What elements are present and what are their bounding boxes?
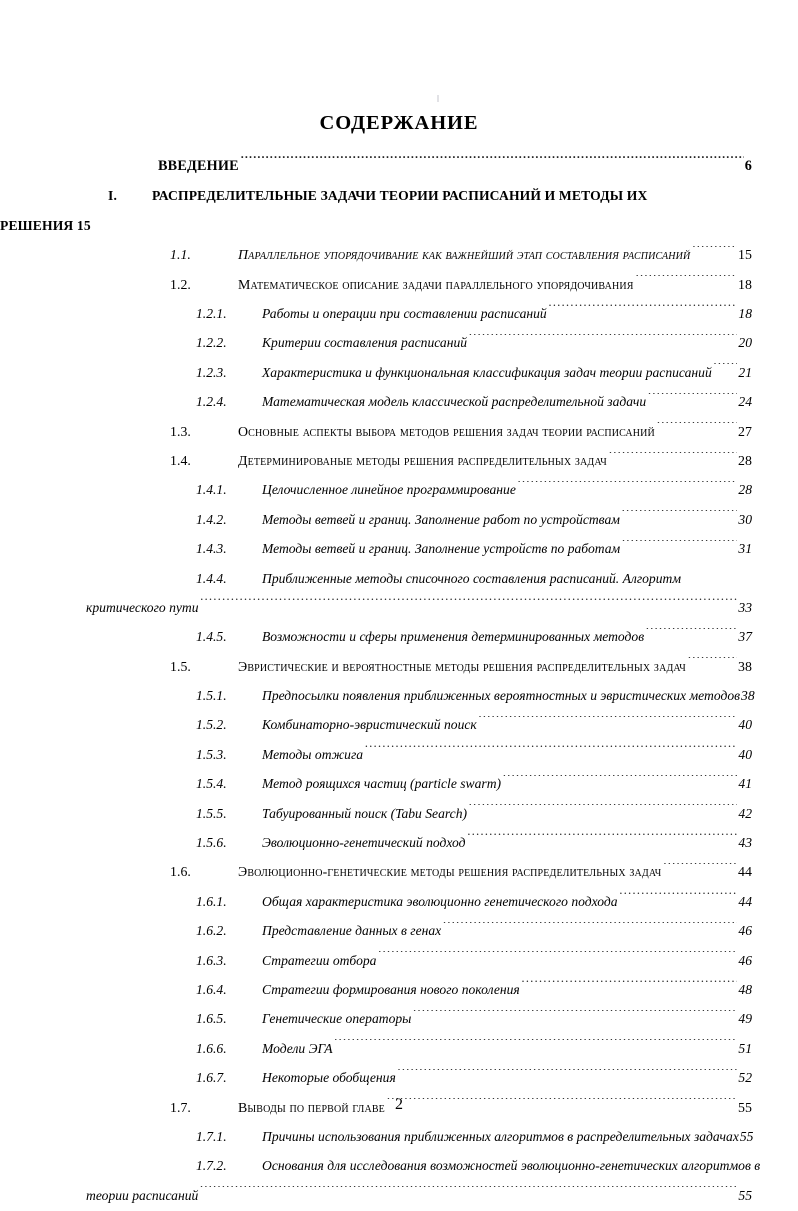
toc-entry-page: 30 bbox=[738, 511, 752, 527]
toc-entry-label: Приближенные методы списочного составления расписаний. Алгоритм bbox=[262, 570, 682, 586]
toc-entry-label: Общая характеристика эволюционно генетического подхода bbox=[262, 893, 618, 909]
toc-entry-number: 1.5.4. bbox=[196, 776, 227, 792]
toc-entry-page: 48 bbox=[738, 981, 752, 997]
toc-chapter-title-line2: РЕШЕНИЯ 15 bbox=[0, 217, 91, 233]
toc-entry-label: Генетические операторы bbox=[262, 1011, 412, 1027]
toc-entry-number: 1.4.4. bbox=[196, 570, 227, 586]
dot-leader bbox=[466, 833, 738, 847]
toc-entry-page: 38 bbox=[738, 659, 752, 675]
page-folio: 2 bbox=[395, 1096, 403, 1113]
toc-entry[interactable] bbox=[0, 916, 798, 945]
toc-entry[interactable] bbox=[0, 887, 798, 916]
toc-entry-page: 28 bbox=[738, 453, 752, 469]
toc-entry-page: 46 bbox=[738, 952, 752, 968]
toc-entry[interactable] bbox=[0, 564, 798, 593]
toc-entry-page: 55 bbox=[738, 1100, 752, 1116]
dot-leader bbox=[634, 275, 737, 288]
dot-leader bbox=[363, 745, 737, 759]
toc-entry[interactable] bbox=[0, 1034, 798, 1063]
toc-entry-number: 1.4. bbox=[170, 452, 191, 468]
toc-entry-page: 18 bbox=[738, 305, 752, 321]
toc-entry-label: Работы и операции при составлении расписаний bbox=[262, 305, 547, 321]
toc-entry[interactable] bbox=[0, 417, 798, 446]
toc-entry-number: 1.7.1. bbox=[196, 1128, 227, 1144]
toc-entry-page: 49 bbox=[738, 1011, 752, 1027]
toc-entry-number: 1.2. bbox=[170, 276, 191, 292]
toc-entry[interactable] bbox=[0, 1063, 798, 1092]
toc-entry[interactable] bbox=[0, 769, 798, 798]
toc-entry[interactable] bbox=[0, 299, 798, 328]
toc-entry-label: ВВЕДЕНИЕ bbox=[158, 158, 239, 174]
toc-chapter-number: I. bbox=[108, 188, 117, 204]
toc-entry[interactable] bbox=[0, 799, 798, 828]
toc-entry[interactable] bbox=[0, 270, 798, 299]
dot-leader bbox=[441, 922, 737, 936]
toc-entry-number: 1.2.1. bbox=[196, 305, 227, 321]
toc-entry[interactable] bbox=[0, 358, 798, 387]
toc-entry-label: Параллельное упорядочивание как важнейший этап составления расписаний bbox=[238, 248, 691, 264]
dot-leader bbox=[618, 892, 738, 906]
toc-entry-label: Основания для исследования возможностей эволюционно-генетических алгоритмов в bbox=[262, 1158, 761, 1174]
toc-chapter-title-line1: РАСПРЕДЕЛИТЕЛЬНЫЕ ЗАДАЧИ ТЕОРИИ РАСПИСАНИЙ И МЕТОДЫ ИХ bbox=[152, 188, 648, 204]
toc-entry-page: 18 bbox=[738, 277, 752, 293]
dot-leader bbox=[681, 569, 752, 583]
toc-entry-label: Методы ветвей и границ. Заполнение устройств по работам bbox=[262, 541, 621, 557]
toc-entry-label: Методы отжига bbox=[262, 746, 364, 762]
toc-entry-page: 41 bbox=[738, 776, 752, 792]
scan-speck bbox=[437, 95, 439, 102]
dot-leader bbox=[198, 1186, 737, 1200]
toc-entry-label: Характеристика и функциональная классификация задач теории расписаний bbox=[262, 364, 712, 380]
toc-entry-page: 24 bbox=[738, 394, 752, 410]
toc-entry-label: Представление данных в генах bbox=[262, 923, 442, 939]
dot-leader bbox=[712, 363, 738, 377]
dot-leader bbox=[467, 334, 737, 348]
toc-chapter-heading[interactable] bbox=[0, 181, 798, 240]
toc-entry-page: 51 bbox=[738, 1040, 752, 1056]
toc-entry-number: 1.6.4. bbox=[196, 981, 227, 997]
dot-leader bbox=[661, 863, 737, 876]
toc-entry-number: 1.6.7. bbox=[196, 1070, 227, 1086]
toc-entry-continuation[interactable] bbox=[0, 593, 798, 622]
toc-entry-number: 1.3. bbox=[170, 423, 191, 439]
toc-entry-number: 1.5.6. bbox=[196, 835, 227, 851]
dot-leader bbox=[547, 304, 738, 318]
dot-leader bbox=[620, 540, 737, 554]
toc-entry-page: 42 bbox=[738, 805, 752, 821]
dot-leader bbox=[501, 775, 737, 789]
toc-entry-label-continued: теории расписаний bbox=[86, 1187, 199, 1203]
dot-leader bbox=[396, 1069, 738, 1083]
toc-entry-number: 1.2.2. bbox=[196, 335, 227, 351]
dot-leader bbox=[516, 481, 738, 495]
toc-entry-number: 1.5.5. bbox=[196, 805, 227, 821]
toc-entry-label: Детерминированые методы решения распределительных задач bbox=[238, 453, 607, 469]
toc-entry-label: Основные аспекты выбора методов решения задач теории расписаний bbox=[238, 424, 655, 440]
toc-entry[interactable] bbox=[0, 1151, 798, 1180]
toc-entry-label: Эвристические и вероятностные методы решения распределительных задач bbox=[238, 659, 686, 675]
toc-entry-number: 1.1. bbox=[170, 247, 191, 263]
toc-entry-number: 1.6.1. bbox=[196, 893, 227, 909]
toc-entry-number: 1.4.5. bbox=[196, 629, 227, 645]
toc-entry-label: Модели ЭГА bbox=[262, 1040, 333, 1056]
toc-entry-number: 1.2.3. bbox=[196, 364, 227, 380]
toc-entry[interactable] bbox=[0, 240, 798, 269]
toc-entry-number: 1.6.2. bbox=[196, 923, 227, 939]
toc-entry-label: Эволюционно-генетический подход bbox=[262, 835, 466, 851]
toc-entry-page: 52 bbox=[738, 1070, 752, 1086]
toc-entry-label: Выводы по первой главе bbox=[238, 1100, 385, 1116]
toc-entry-number: 1.4.1. bbox=[196, 482, 227, 498]
toc-entry[interactable] bbox=[0, 1122, 798, 1151]
toc-entry-label: Математическая модель классической распределительной задачи bbox=[262, 394, 647, 410]
dot-leader bbox=[646, 393, 737, 407]
toc-entry-number: 1.7. bbox=[170, 1099, 191, 1115]
toc-entry[interactable] bbox=[0, 681, 798, 710]
toc-entry-number: 1.4.2. bbox=[196, 511, 227, 527]
dot-leader bbox=[686, 657, 737, 670]
toc-entry-label: Некоторые обобщения bbox=[262, 1070, 396, 1086]
dot-leader bbox=[477, 716, 738, 730]
dot-leader bbox=[199, 598, 738, 612]
toc-entry-page: 40 bbox=[738, 746, 752, 762]
dot-leader bbox=[333, 1039, 738, 1053]
toc-entry[interactable] bbox=[0, 828, 798, 857]
toc-entry-number: 1.7.2. bbox=[196, 1158, 227, 1174]
toc-entry-number: 1.5.1. bbox=[196, 688, 227, 704]
table-of-contents bbox=[0, 152, 798, 1210]
dot-leader bbox=[655, 422, 737, 435]
dot-leader bbox=[690, 246, 737, 259]
toc-entry-label: Критерии составления расписаний bbox=[262, 335, 468, 351]
toc-entry[interactable] bbox=[0, 1004, 798, 1033]
toc-entry-label: Возможности и сферы применения детерминированных методов bbox=[262, 629, 645, 645]
dot-leader bbox=[607, 452, 737, 465]
toc-entry-page: 20 bbox=[738, 335, 752, 351]
toc-entry[interactable] bbox=[0, 622, 798, 651]
toc-entry[interactable] bbox=[0, 534, 798, 563]
toc-entry-page: 6 bbox=[744, 158, 752, 174]
toc-entry-page: 55 bbox=[738, 1187, 752, 1203]
dot-leader bbox=[467, 804, 737, 818]
toc-entry-page: 44 bbox=[738, 865, 752, 881]
toc-entry-label: Математическое описание задачи параллельного упорядочивания bbox=[238, 277, 634, 293]
toc-entry-label: Предпосылки появления приближенных вероятностных и эвристических методов bbox=[262, 688, 741, 704]
toc-entry[interactable] bbox=[0, 975, 798, 1004]
toc-entry-page: 55 bbox=[739, 1128, 754, 1144]
toc-entry-number: 1.6.5. bbox=[196, 1011, 227, 1027]
toc-entry-page: 40 bbox=[738, 717, 752, 733]
toc-entry[interactable] bbox=[0, 710, 798, 739]
toc-entry[interactable] bbox=[0, 652, 798, 681]
page-title: СОДЕРЖАНИЕ bbox=[319, 112, 479, 134]
toc-entry-number: 1.6.6. bbox=[196, 1040, 227, 1056]
toc-entry-number: 1.6. bbox=[170, 864, 191, 880]
dot-leader bbox=[644, 628, 737, 642]
toc-entry-page: 15 bbox=[738, 248, 752, 264]
toc-entry-number: 1.4.3. bbox=[196, 541, 227, 557]
toc-entry-page: 38 bbox=[741, 688, 755, 704]
toc-entry[interactable] bbox=[0, 475, 798, 504]
toc-entry[interactable] bbox=[0, 505, 798, 534]
toc-entry-list bbox=[0, 240, 798, 1210]
toc-entry-page: 46 bbox=[738, 923, 752, 939]
toc-entry[interactable] bbox=[0, 740, 798, 769]
dot-leader bbox=[411, 1010, 737, 1024]
toc-entry-continuation[interactable] bbox=[0, 1181, 798, 1210]
toc-entry-introduction[interactable] bbox=[0, 152, 798, 181]
dot-leader bbox=[520, 980, 738, 994]
toc-entry[interactable] bbox=[0, 446, 798, 475]
toc-entry-label: Методы ветвей и границ. Заполнение работ по устройствам bbox=[262, 511, 620, 527]
toc-entry-page: 21 bbox=[738, 364, 752, 380]
toc-entry-label: Стратегии формирования нового поколения bbox=[262, 981, 520, 997]
toc-entry-label: Причины использования приближенных алгоритмов в распределительных задачах bbox=[262, 1128, 739, 1144]
toc-entry-page: 43 bbox=[738, 835, 752, 851]
toc-entry-label: Целочисленное линейное программирование bbox=[262, 482, 516, 498]
toc-entry-label-continued: критического пути bbox=[86, 599, 199, 615]
toc-entry-page: 28 bbox=[738, 482, 752, 498]
toc-entry[interactable] bbox=[0, 328, 798, 357]
toc-entry-number: 1.2.4. bbox=[196, 394, 227, 410]
toc-entry-label: Метод роящихся частиц (particle swarm) bbox=[262, 776, 502, 792]
toc-entry-page: 27 bbox=[738, 424, 752, 440]
dot-leader bbox=[376, 951, 737, 965]
toc-entry-number: 1.5.3. bbox=[196, 746, 227, 762]
toc-entry-label: Комбинаторно-эвристический поиск bbox=[262, 717, 477, 733]
toc-entry-label: Стратегии отбора bbox=[262, 952, 377, 968]
toc-entry-label: Эволюционно-генетические методы решения распределительных задач bbox=[238, 865, 662, 881]
toc-entry-number: 1.5. bbox=[170, 658, 191, 674]
toc-entry-page: 31 bbox=[738, 541, 752, 557]
toc-entry[interactable] bbox=[0, 857, 798, 886]
toc-entry-number: 1.6.3. bbox=[196, 952, 227, 968]
dot-leader bbox=[239, 156, 744, 170]
toc-entry[interactable] bbox=[0, 946, 798, 975]
toc-entry[interactable] bbox=[0, 387, 798, 416]
toc-entry-page: 37 bbox=[738, 629, 752, 645]
toc-entry-page: 44 bbox=[738, 893, 752, 909]
toc-entry-label: Табуированный поиск (Tabu Search) bbox=[262, 805, 468, 821]
dot-leader bbox=[620, 510, 737, 524]
toc-entry-page: 33 bbox=[738, 599, 752, 615]
toc-entry-number: 1.5.2. bbox=[196, 717, 227, 733]
